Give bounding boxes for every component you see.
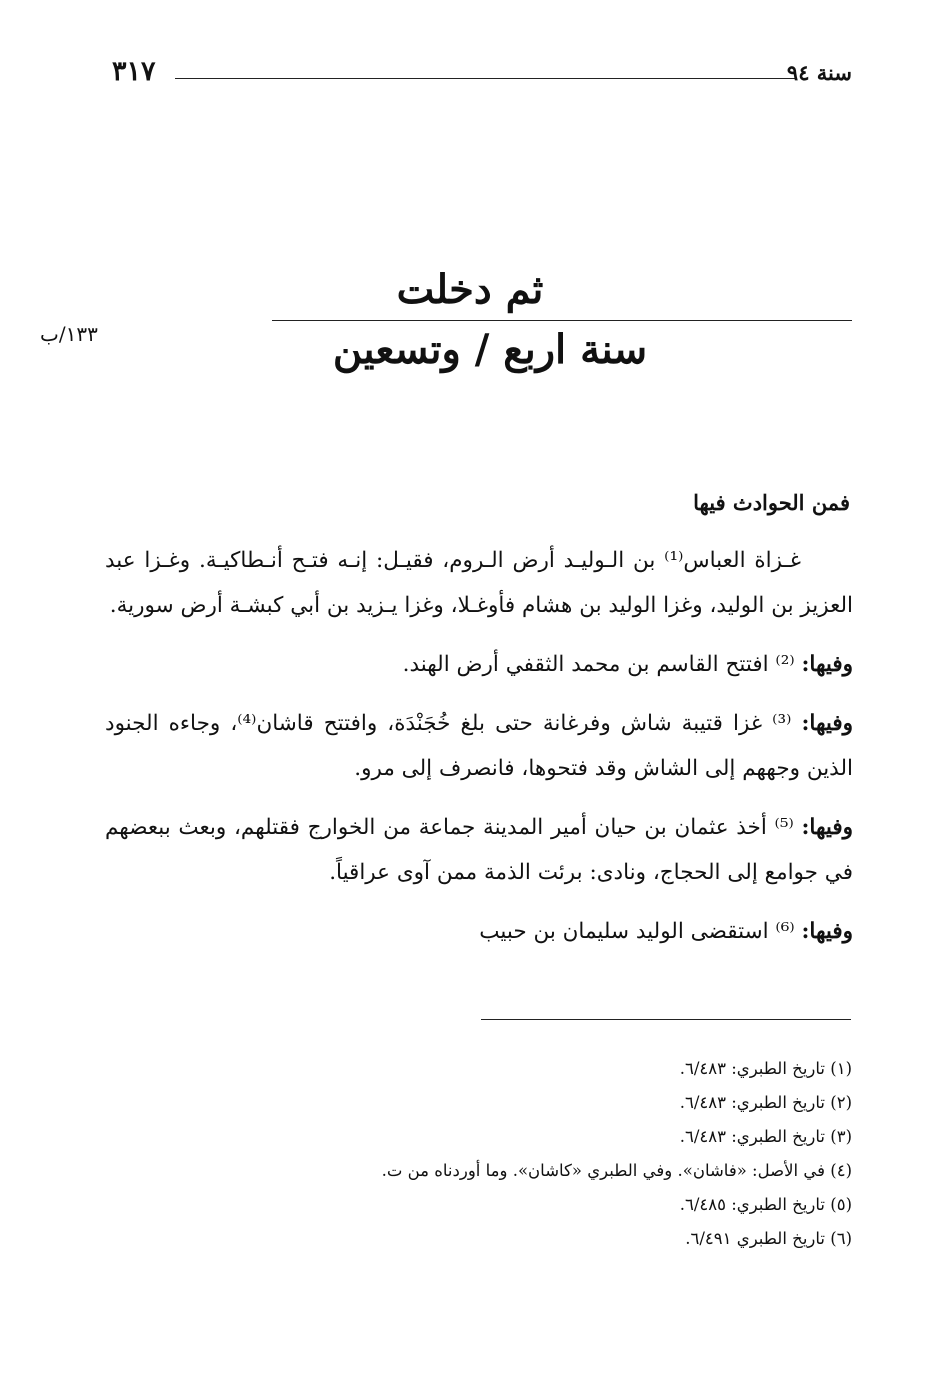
paragraph: [105, 538, 853, 628]
body-text: [105, 538, 853, 968]
title-rule: [272, 320, 852, 321]
section-subheading: فمن الحوادث فيها: [693, 490, 850, 515]
header-rule: [175, 78, 797, 79]
footnote: (٥) تاريخ الطبري: ٦/٤٨٥.: [679, 1195, 852, 1214]
paragraph-lead: وفيها:: [801, 815, 853, 840]
footnotes: [92, 1052, 852, 1256]
page-number: ٣١٧: [112, 56, 156, 87]
paragraph-text: ⁽²⁾ افتتح القاسم بن محمد الثقفي أرض الهند.: [402, 652, 802, 677]
footnote: (٤) في الأصل: «فاشان». وفي الطبري «كاشان». وما أوردناه من ت.: [381, 1161, 852, 1180]
paragraph-text: غـزاة العباس⁽¹⁾ بن الـوليـد أرض الـروم، فقيـل: إنـه فتـح أنـطاكيـة. وغـزا عبد العزيز بن الوليد، وغزا الوليد بن هشام فأوغـلا، وغزا يـزيد بن أبي كبشـة أرض سورية.: [105, 548, 853, 618]
chapter-title-line1: ثم دخلت: [396, 266, 544, 313]
manuscript-folio-marker: ١٣٣/ب: [40, 322, 98, 346]
paragraph-lead: وفيها:: [801, 919, 853, 944]
footnote: (٢) تاريخ الطبري: ٦/٤٨٣.: [679, 1093, 852, 1112]
chapter-title-line2: سنة اربع / وتسعين: [332, 326, 648, 373]
footnote-rule: [481, 1019, 851, 1020]
footnote: (١) تاريخ الطبري: ٦/٤٨٣.: [679, 1059, 852, 1078]
paragraph-text: ⁽³⁾ غزا قتيبة شاش وفرغانة حتى بلغ خُجَنْدَة، وافتتح قاشان⁽⁴⁾، وجاءه الجنود الذين وجههم إلى الشاش وقد فتحوها، فانصرف إلى مرو.: [105, 711, 853, 781]
paragraph-lead: وفيها:: [801, 711, 853, 736]
footnote: (٣) تاريخ الطبري: ٦/٤٨٣.: [679, 1127, 852, 1146]
paragraph: [105, 701, 853, 791]
running-head: سنة ٩٤: [786, 60, 852, 85]
paragraph-lead: وفيها:: [801, 652, 853, 677]
paragraph-text: ⁽⁵⁾ أخذ عثمان بن حيان أمير المدينة جماعة من الخوارج فقتلهم، وبعث ببعضهم في جوامع إلى الحجاج، ونادى: برئت الذمة ممن آوى عراقياً.: [105, 815, 853, 885]
paragraph-text: ⁽⁶⁾ استقضى الوليد سليمان بن حبيب: [479, 919, 802, 944]
paragraph: [105, 909, 853, 954]
paragraph: [105, 805, 853, 895]
paragraph: [105, 642, 853, 687]
footnote: (٦) تاريخ الطبري ٦/٤٩١.: [685, 1229, 852, 1248]
